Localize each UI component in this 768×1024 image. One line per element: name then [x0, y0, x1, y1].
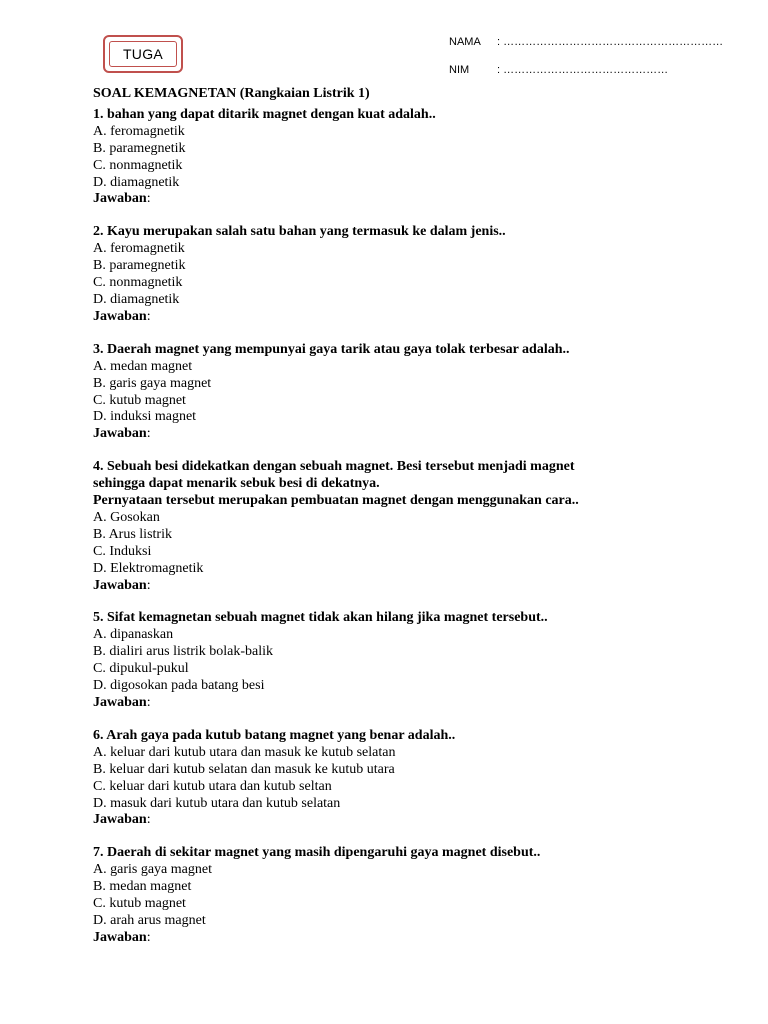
answer-line	[93, 695, 653, 712]
answer-option: D. diamagnetik	[93, 174, 180, 190]
answer-line	[93, 578, 653, 595]
nim-label: NIM	[449, 64, 470, 76]
question-text: 7. Daerah di sekitar magnet yang masih dipengaruhi gaya magnet disebut..	[93, 845, 541, 861]
answer-colon: :	[146, 929, 151, 945]
answer-option: D. induksi magnet	[93, 409, 197, 425]
answer-line	[93, 930, 653, 947]
answer-label: Jawaban	[93, 929, 147, 945]
answer-option: C. dipukul-pukul	[93, 661, 189, 677]
answer-option: A. garis gaya magnet	[93, 862, 212, 878]
answer-option: B. dialiri arus listrik bolak-balik	[93, 644, 274, 660]
question-text: 1. bahan yang dapat ditarik magnet dengan kuat adalah..	[93, 106, 436, 122]
question-text: 4. Sebuah besi didekatkan dengan sebuah magnet. Besi tersebut menjadi magnet	[93, 459, 575, 475]
nim-line	[449, 64, 668, 76]
answer-line	[93, 426, 653, 443]
nama-label: NAMA	[449, 36, 481, 48]
answer-label: Jawaban	[93, 426, 147, 442]
nama-field: : ……………………………………………………	[497, 36, 724, 48]
page-title: SOAL KEMAGNETAN (Rangkaian Listrik 1)	[93, 86, 370, 101]
answer-option: D. digosokan pada batang besi	[93, 678, 265, 694]
answer-colon: :	[146, 812, 151, 828]
answer-label: Jawaban	[93, 695, 147, 710]
answer-option: B. garis gaya magnet	[93, 375, 212, 391]
answer-option: B. Arus listrik	[93, 526, 172, 542]
answer-option: C. Induksi	[93, 543, 152, 559]
answer-label: Jawaban	[93, 812, 147, 828]
answer-option: D. masuk dari kutub utara dan kutub selatan	[93, 795, 341, 811]
answer-option: C. nonmagnetik	[93, 157, 183, 173]
nama-line	[449, 36, 723, 48]
answer-line	[93, 191, 653, 208]
answer-option: A. medan magnet	[93, 358, 193, 374]
question-7	[93, 845, 653, 946]
tuga-badge-label: TUGA	[109, 41, 177, 67]
answer-option: C. kutub magnet	[93, 392, 186, 408]
answer-label: Jawaban	[93, 191, 147, 207]
question-2	[93, 224, 653, 325]
answer-option: A. feromagnetik	[93, 123, 185, 139]
nim-field: : ………………………………………	[497, 64, 669, 76]
question-text: sehingga dapat menarik sebuk besi di dekatnya.	[93, 476, 380, 492]
answer-option: B. keluar dari kutub selatan dan masuk ke kutub utara	[93, 761, 395, 777]
answer-colon: :	[146, 577, 151, 593]
answer-colon: :	[146, 426, 151, 442]
answer-option: A. dipanaskan	[93, 627, 174, 643]
answer-colon: :	[146, 191, 151, 207]
question-4	[93, 459, 653, 594]
answer-option: A. feromagnetik	[93, 241, 185, 257]
question-text: 5. Sifat kemagnetan sebuah magnet tidak akan hilang jika magnet tersebut..	[93, 610, 548, 626]
answer-colon: :	[146, 695, 151, 710]
answer-line	[93, 309, 653, 326]
answer-option: B. paramegnetik	[93, 258, 186, 274]
document-body	[93, 86, 653, 963]
tuga-badge	[103, 35, 183, 73]
answer-colon: :	[146, 308, 151, 324]
question-text: 3. Daerah magnet yang mempunyai gaya tarik atau gaya tolak terbesar adalah..	[93, 341, 570, 357]
answer-option: D. Elektromagnetik	[93, 560, 204, 576]
question-text: 6. Arah gaya pada kutub batang magnet yang benar adalah..	[93, 727, 456, 743]
answer-option: A. Gosokan	[93, 509, 160, 525]
answer-label: Jawaban	[93, 577, 147, 593]
question-list	[93, 107, 653, 947]
question-6	[93, 728, 653, 829]
answer-option: C. keluar dari kutub utara dan kutub seltan	[93, 778, 332, 794]
question-5	[93, 610, 653, 711]
answer-option: A. keluar dari kutub utara dan masuk ke kutub selatan	[93, 744, 396, 760]
answer-option: B. paramegnetik	[93, 140, 186, 156]
answer-option: C. kutub magnet	[93, 896, 186, 912]
answer-label: Jawaban	[93, 308, 147, 324]
answer-line	[93, 812, 653, 829]
answer-option: D. arah arus magnet	[93, 912, 206, 928]
answer-option: C. nonmagnetik	[93, 275, 183, 291]
question-text: 2. Kayu merupakan salah satu bahan yang termasuk ke dalam jenis..	[93, 224, 506, 240]
question-text: Pernyataan tersebut merupakan pembuatan magnet dengan menggunakan cara..	[93, 493, 579, 509]
answer-option: B. medan magnet	[93, 879, 192, 895]
question-1	[93, 107, 653, 208]
question-3	[93, 342, 653, 443]
answer-option: D. diamagnetik	[93, 291, 180, 307]
